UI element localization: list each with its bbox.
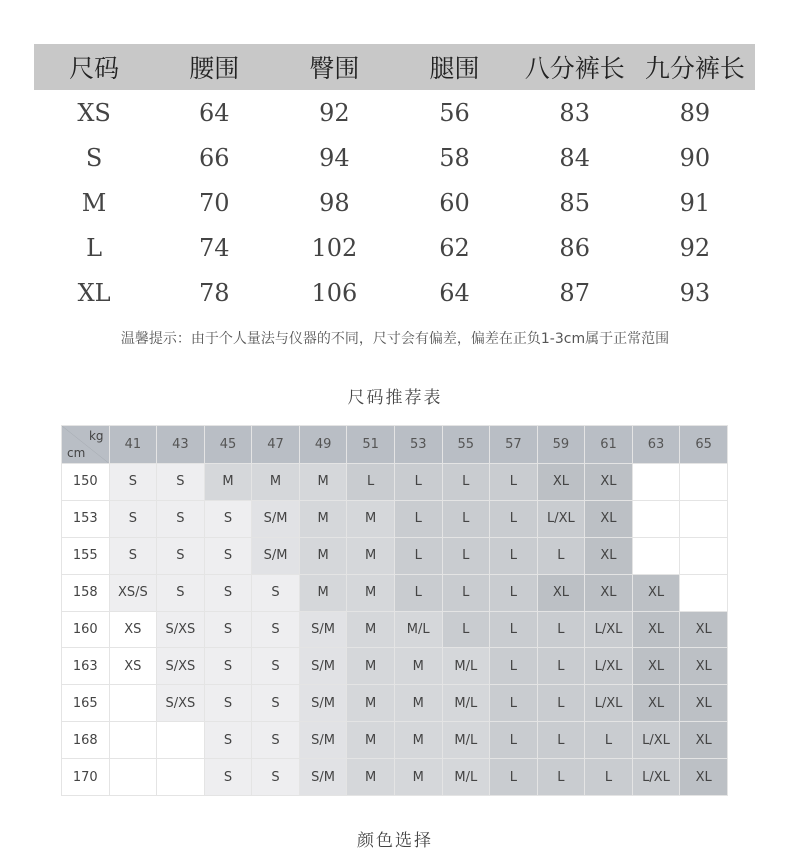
size-chart-table bbox=[34, 44, 755, 315]
height-label-cell: 165 bbox=[62, 685, 110, 722]
recommended-size-cell: L/XL bbox=[585, 685, 633, 722]
recommended-size-cell: S bbox=[204, 648, 252, 685]
recommended-size-cell: XL bbox=[680, 648, 728, 685]
recommended-size-cell: L bbox=[490, 611, 538, 648]
recommended-size-cell: L/XL bbox=[632, 722, 680, 759]
weight-header-cell: 57 bbox=[490, 426, 538, 464]
size-chart-header-cell: 八分裤长 bbox=[524, 54, 625, 83]
recommended-size-cell: M bbox=[394, 722, 442, 759]
recommended-size-cell: L bbox=[490, 574, 538, 611]
color-selection-title: 颜色选择 bbox=[357, 831, 433, 851]
measurement-cell: 92 bbox=[679, 233, 711, 262]
recommended-size-cell: XL bbox=[680, 611, 728, 648]
recommended-size-cell: S bbox=[157, 464, 205, 501]
recommended-size-cell: S/XS bbox=[157, 648, 205, 685]
recommended-size-cell: S bbox=[157, 537, 205, 574]
recommended-size-cell: L bbox=[490, 685, 538, 722]
recommended-size-cell: M bbox=[252, 464, 300, 501]
recommended-size-cell: M bbox=[347, 648, 395, 685]
height-label-cell: 168 bbox=[62, 722, 110, 759]
weight-header-cell: 61 bbox=[585, 426, 633, 464]
recommended-size-cell: L bbox=[585, 722, 633, 759]
recommended-size-cell: XL bbox=[632, 574, 680, 611]
recommend-table-title: 尺码推荐表 bbox=[347, 388, 443, 408]
recommended-size-cell: S/XS bbox=[157, 611, 205, 648]
recommended-size-cell: M bbox=[394, 648, 442, 685]
measurement-cell: 91 bbox=[679, 188, 711, 217]
recommended-size-cell: S bbox=[252, 759, 300, 796]
measurement-cell: 98 bbox=[319, 188, 350, 217]
recommend-row bbox=[62, 685, 728, 722]
recommended-size-cell: M bbox=[299, 574, 347, 611]
recommended-size-cell: L bbox=[394, 537, 442, 574]
recommended-size-cell: XS/S bbox=[109, 574, 157, 611]
size-chart-row bbox=[34, 135, 755, 180]
weight-header-cell: 43 bbox=[157, 426, 205, 464]
recommended-size-cell bbox=[157, 759, 205, 796]
size-label-cell: L bbox=[86, 233, 103, 262]
recommended-size-cell: L bbox=[442, 537, 490, 574]
measurement-cell: 87 bbox=[559, 278, 590, 307]
measurement-cell: 70 bbox=[198, 188, 230, 217]
weight-header-row bbox=[62, 426, 728, 464]
recommended-size-cell: L bbox=[537, 648, 585, 685]
measurement-cell: 60 bbox=[439, 188, 470, 217]
weight-header-cell: 47 bbox=[252, 426, 300, 464]
size-chart-header-cell: 腿围 bbox=[429, 54, 480, 83]
measurement-cell: 94 bbox=[319, 143, 350, 172]
measurement-cell: 106 bbox=[311, 278, 358, 307]
weight-header-cell: 53 bbox=[394, 426, 442, 464]
height-label-cell: 170 bbox=[62, 759, 110, 796]
measurement-cell: 78 bbox=[198, 278, 230, 307]
measurement-cell: 66 bbox=[198, 143, 230, 172]
size-label-cell: XS bbox=[77, 98, 111, 127]
size-label-cell: M bbox=[81, 188, 107, 217]
recommended-size-cell: M/L bbox=[442, 759, 490, 796]
measurement-note: 温馨提示：由于个人量法与仪器的不同，尺寸会有偏差，偏差在正负1-3cm属于正常范围 bbox=[120, 331, 670, 347]
measurement-cell: 92 bbox=[319, 98, 350, 127]
recommended-size-cell: XL bbox=[632, 648, 680, 685]
weight-header-cell: 55 bbox=[442, 426, 490, 464]
size-chart-header-cell: 腰围 bbox=[189, 54, 240, 83]
recommended-size-cell: L bbox=[537, 759, 585, 796]
recommended-size-cell: XL bbox=[680, 722, 728, 759]
recommended-size-cell: M bbox=[347, 611, 395, 648]
measurement-cell: 90 bbox=[679, 143, 711, 172]
recommended-size-cell: L bbox=[490, 464, 538, 501]
size-chart-row bbox=[34, 270, 755, 315]
recommended-size-cell: M bbox=[394, 685, 442, 722]
recommended-size-cell: S bbox=[204, 537, 252, 574]
recommended-size-cell: S bbox=[157, 574, 205, 611]
size-chart-header-cell: 尺码 bbox=[69, 54, 120, 83]
size-chart-row bbox=[34, 180, 755, 225]
height-label-cell: 163 bbox=[62, 648, 110, 685]
recommended-size-cell: M bbox=[299, 537, 347, 574]
recommended-size-cell: S/XS bbox=[157, 685, 205, 722]
measurement-cell: 102 bbox=[311, 233, 358, 262]
recommended-size-cell: S bbox=[109, 464, 157, 501]
recommended-size-cell: M/L bbox=[442, 685, 490, 722]
recommended-size-cell: XL bbox=[585, 537, 633, 574]
recommended-size-cell: S/M bbox=[299, 611, 347, 648]
measurement-cell: 83 bbox=[559, 98, 590, 127]
recommend-row bbox=[62, 537, 728, 574]
recommended-size-cell bbox=[680, 574, 728, 611]
recommended-size-cell: M bbox=[299, 500, 347, 537]
corner-kg-label: kg bbox=[88, 429, 104, 443]
recommended-size-cell: L bbox=[537, 611, 585, 648]
recommend-row bbox=[62, 464, 728, 501]
recommended-size-cell bbox=[632, 537, 680, 574]
measurement-cell: 64 bbox=[439, 278, 470, 307]
measurement-cell: 74 bbox=[198, 233, 230, 262]
corner-cm-label: cm bbox=[67, 446, 86, 460]
recommended-size-cell: M/L bbox=[442, 722, 490, 759]
size-chart-header-row bbox=[34, 44, 755, 90]
recommended-size-cell: XL bbox=[585, 500, 633, 537]
recommended-size-cell: S bbox=[204, 685, 252, 722]
recommend-row bbox=[62, 500, 728, 537]
size-chart bbox=[34, 44, 755, 315]
recommended-size-cell: L/XL bbox=[632, 759, 680, 796]
height-label-cell: 155 bbox=[62, 537, 110, 574]
recommended-size-cell: L/XL bbox=[585, 611, 633, 648]
size-label-cell: S bbox=[85, 143, 103, 172]
recommended-size-cell: S bbox=[204, 611, 252, 648]
recommended-size-cell bbox=[109, 685, 157, 722]
measurement-cell: 93 bbox=[679, 278, 711, 307]
measurement-cell: 89 bbox=[679, 98, 711, 127]
recommended-size-cell bbox=[109, 759, 157, 796]
recommended-size-cell: M bbox=[347, 722, 395, 759]
recommended-size-cell: S bbox=[204, 722, 252, 759]
recommended-size-cell: L bbox=[490, 648, 538, 685]
weight-header-cell: 59 bbox=[537, 426, 585, 464]
recommended-size-cell: XL bbox=[537, 574, 585, 611]
recommended-size-cell bbox=[680, 464, 728, 501]
measurement-cell: 64 bbox=[198, 98, 230, 127]
recommended-size-cell: L bbox=[442, 500, 490, 537]
recommended-size-cell: L/XL bbox=[537, 500, 585, 537]
recommended-size-cell: XL bbox=[585, 574, 633, 611]
recommended-size-cell: L bbox=[490, 537, 538, 574]
recommended-size-cell: M bbox=[394, 759, 442, 796]
recommended-size-cell: L bbox=[490, 500, 538, 537]
recommended-size-cell: S bbox=[109, 500, 157, 537]
recommended-size-cell: S bbox=[157, 500, 205, 537]
recommended-size-cell: S/M bbox=[299, 685, 347, 722]
recommended-size-cell: XL bbox=[632, 611, 680, 648]
recommended-size-cell: L bbox=[537, 722, 585, 759]
recommended-size-cell: S bbox=[252, 685, 300, 722]
weight-header-cell: 51 bbox=[347, 426, 395, 464]
recommended-size-cell bbox=[632, 464, 680, 501]
recommended-size-cell: M bbox=[347, 759, 395, 796]
recommended-size-cell: M bbox=[204, 464, 252, 501]
recommended-size-cell: M bbox=[347, 500, 395, 537]
recommend-row bbox=[62, 759, 728, 796]
recommended-size-cell: L bbox=[442, 574, 490, 611]
measurement-cell: 62 bbox=[439, 233, 470, 262]
recommended-size-cell: S/M bbox=[252, 537, 300, 574]
height-label-cell: 160 bbox=[62, 611, 110, 648]
recommended-size-cell: L bbox=[442, 464, 490, 501]
weight-header-cell: 49 bbox=[299, 426, 347, 464]
recommended-size-cell: XL bbox=[585, 464, 633, 501]
recommended-size-cell: L bbox=[537, 537, 585, 574]
recommended-size-cell: L bbox=[347, 464, 395, 501]
recommended-size-cell bbox=[157, 722, 205, 759]
size-recommend-table bbox=[61, 425, 728, 796]
table-corner bbox=[62, 426, 110, 464]
recommended-size-cell: L bbox=[490, 722, 538, 759]
weight-header-cell: 65 bbox=[680, 426, 728, 464]
recommended-size-cell bbox=[680, 537, 728, 574]
recommend-row bbox=[62, 722, 728, 759]
recommend-table-body bbox=[62, 464, 728, 796]
recommended-size-cell: S bbox=[109, 537, 157, 574]
size-chart-row bbox=[34, 225, 755, 270]
recommended-size-cell: M/L bbox=[394, 611, 442, 648]
recommended-size-cell: M/L bbox=[442, 648, 490, 685]
recommended-size-cell: L bbox=[585, 759, 633, 796]
recommended-size-cell: L bbox=[537, 685, 585, 722]
recommended-size-cell: S/M bbox=[299, 722, 347, 759]
recommend-row bbox=[62, 574, 728, 611]
recommended-size-cell: XL bbox=[632, 685, 680, 722]
recommended-size-cell bbox=[680, 500, 728, 537]
recommended-size-cell: S bbox=[204, 500, 252, 537]
recommend-row bbox=[62, 611, 728, 648]
recommended-size-cell: S bbox=[252, 611, 300, 648]
weight-header-cell: 63 bbox=[632, 426, 680, 464]
recommended-size-cell: L/XL bbox=[585, 648, 633, 685]
size-chart-row bbox=[34, 90, 755, 135]
recommended-size-cell: S bbox=[252, 648, 300, 685]
recommended-size-cell: S/M bbox=[299, 759, 347, 796]
measurement-cell: 58 bbox=[439, 143, 470, 172]
measurement-cell: 86 bbox=[559, 233, 590, 262]
recommended-size-cell: M bbox=[347, 685, 395, 722]
size-chart-header-cell: 九分裤长 bbox=[644, 54, 745, 83]
measurement-cell: 84 bbox=[559, 143, 590, 172]
recommended-size-cell: L bbox=[394, 500, 442, 537]
recommended-size-cell: L bbox=[394, 464, 442, 501]
size-chart-body bbox=[34, 90, 755, 315]
recommend-row bbox=[62, 648, 728, 685]
recommended-size-cell: M bbox=[347, 574, 395, 611]
recommended-size-cell: L bbox=[442, 611, 490, 648]
weight-header-cell: 41 bbox=[109, 426, 157, 464]
recommended-size-cell: S bbox=[252, 722, 300, 759]
recommended-size-cell: XL bbox=[537, 464, 585, 501]
recommended-size-cell: S bbox=[252, 574, 300, 611]
recommended-size-cell: S bbox=[204, 759, 252, 796]
recommended-size-cell bbox=[632, 500, 680, 537]
recommended-size-cell bbox=[109, 722, 157, 759]
size-chart-header-cell: 臀围 bbox=[309, 54, 360, 83]
recommended-size-cell: XS bbox=[109, 648, 157, 685]
measurement-cell: 56 bbox=[439, 98, 470, 127]
recommended-size-cell: XL bbox=[680, 685, 728, 722]
recommended-size-cell: L bbox=[394, 574, 442, 611]
recommended-size-cell: L bbox=[490, 759, 538, 796]
recommended-size-cell: XL bbox=[680, 759, 728, 796]
height-label-cell: 158 bbox=[62, 574, 110, 611]
recommended-size-cell: XS bbox=[109, 611, 157, 648]
recommended-size-cell: S/M bbox=[299, 648, 347, 685]
measurement-cell: 85 bbox=[559, 188, 590, 217]
size-label-cell: XL bbox=[77, 278, 111, 307]
height-label-cell: 153 bbox=[62, 500, 110, 537]
height-label-cell: 150 bbox=[62, 464, 110, 501]
weight-header-cell: 45 bbox=[204, 426, 252, 464]
recommended-size-cell: M bbox=[299, 464, 347, 501]
recommended-size-cell: S bbox=[204, 574, 252, 611]
recommended-size-cell: S/M bbox=[252, 500, 300, 537]
recommended-size-cell: M bbox=[347, 537, 395, 574]
